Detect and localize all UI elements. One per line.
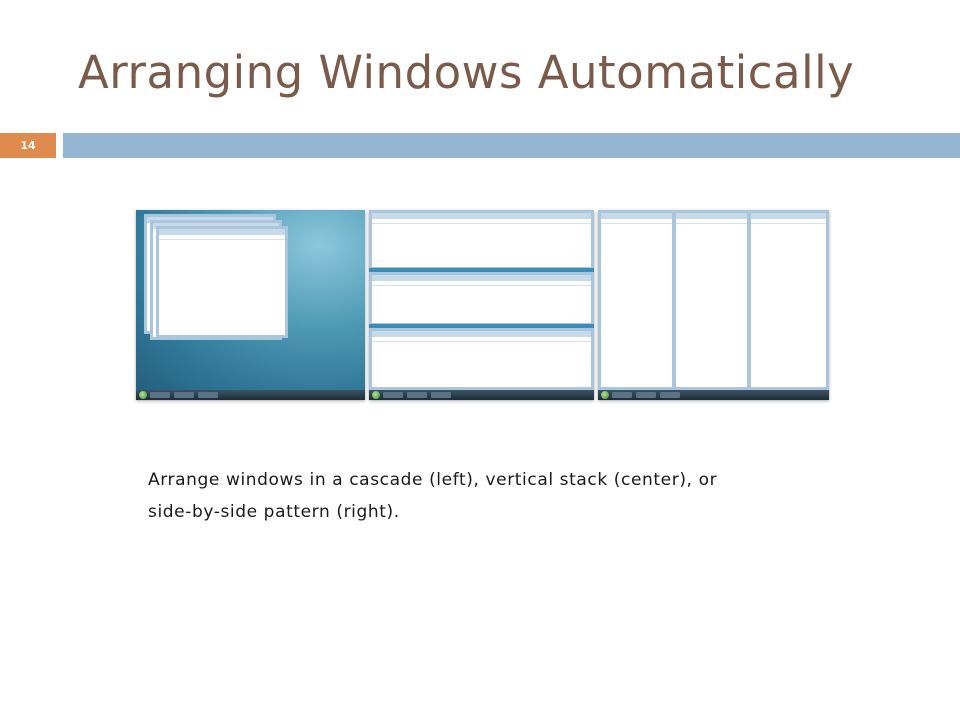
taskbar-button bbox=[431, 392, 451, 398]
taskbar-button bbox=[174, 392, 194, 398]
taskbar bbox=[598, 390, 829, 400]
taskbar-button bbox=[383, 392, 403, 398]
taskbar-button bbox=[660, 392, 680, 398]
taskbar bbox=[136, 390, 365, 400]
taskbar-button bbox=[636, 392, 656, 398]
caption bbox=[148, 464, 868, 528]
window-menubar bbox=[751, 219, 826, 224]
stacked-window-bottom bbox=[369, 328, 594, 390]
side-by-side-screenshot bbox=[598, 210, 829, 400]
window-menubar bbox=[372, 337, 591, 342]
taskbar-button bbox=[198, 392, 218, 398]
cascaded-window-front bbox=[156, 226, 288, 338]
window-menubar bbox=[159, 235, 285, 240]
vertical-stack-screenshot bbox=[369, 210, 594, 400]
window-arrangement-screenshots bbox=[136, 210, 829, 400]
window-menubar bbox=[372, 219, 591, 224]
slide-number-badge: 14 bbox=[0, 133, 56, 158]
side-window-left bbox=[598, 210, 675, 390]
caption-line-2: side-by-side pattern (right). bbox=[148, 502, 400, 522]
caption-line-1: Arrange windows in a cascade (left), vertical stack (center), or bbox=[148, 470, 718, 490]
side-window-right bbox=[748, 210, 829, 390]
slide-title: Arranging Windows Automatically bbox=[78, 46, 855, 99]
window-menubar bbox=[676, 219, 747, 224]
window-menubar bbox=[601, 219, 672, 224]
start-button-icon bbox=[601, 391, 609, 399]
taskbar-button bbox=[407, 392, 427, 398]
side-window-center bbox=[673, 210, 750, 390]
start-button-icon bbox=[139, 391, 147, 399]
taskbar bbox=[369, 390, 594, 400]
taskbar-button bbox=[612, 392, 632, 398]
taskbar-button bbox=[150, 392, 170, 398]
window-menubar bbox=[372, 281, 591, 286]
stacked-window-top bbox=[369, 210, 594, 270]
stacked-window-middle bbox=[369, 272, 594, 326]
header-bar bbox=[63, 133, 960, 158]
start-button-icon bbox=[372, 391, 380, 399]
cascade-screenshot bbox=[136, 210, 365, 400]
